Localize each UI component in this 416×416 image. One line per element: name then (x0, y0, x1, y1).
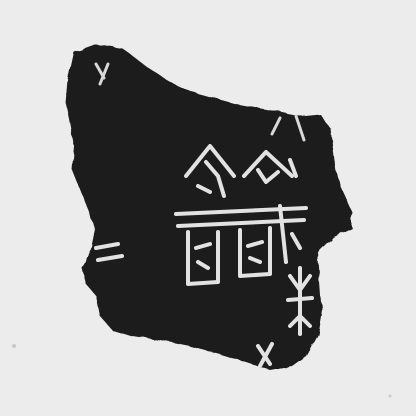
bone-fragment (66, 44, 352, 370)
speck (12, 344, 16, 348)
speck (388, 394, 391, 397)
